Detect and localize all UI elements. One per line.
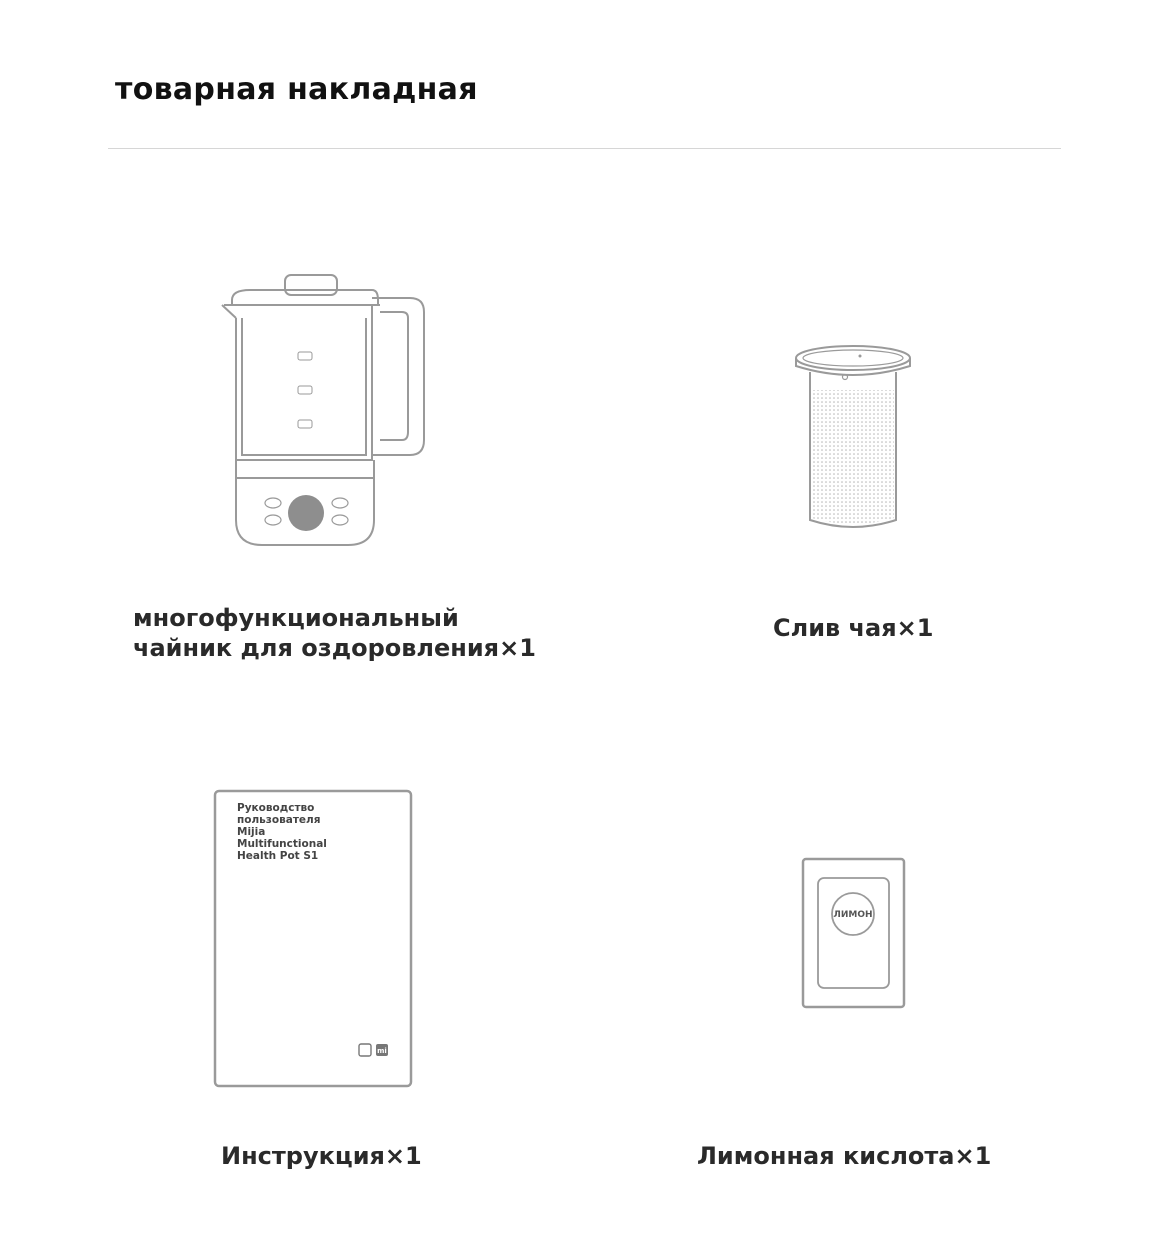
- manual-line: Health Pot S1: [237, 850, 319, 862]
- svg-text:mi: mi: [377, 1047, 387, 1055]
- citric-acid-label: Лимонная кислота×1: [697, 1142, 992, 1170]
- manual-line: Руководство: [237, 802, 315, 814]
- manual-line: Mijia: [237, 826, 266, 838]
- manual-line: Multifunctional: [237, 838, 327, 850]
- packet-stamp-text: ЛИМОН: [833, 910, 873, 920]
- tea-strainer-label: Слив чая×1: [773, 614, 934, 642]
- manual-line: пользователя: [237, 814, 321, 826]
- kettle-label-line2: чайник для оздоровления×1: [133, 634, 536, 662]
- kettle-label-line1: многофункциональный: [133, 604, 459, 632]
- page-title: товарная накладная: [115, 72, 478, 107]
- manual-label: Инструкция×1: [221, 1142, 422, 1170]
